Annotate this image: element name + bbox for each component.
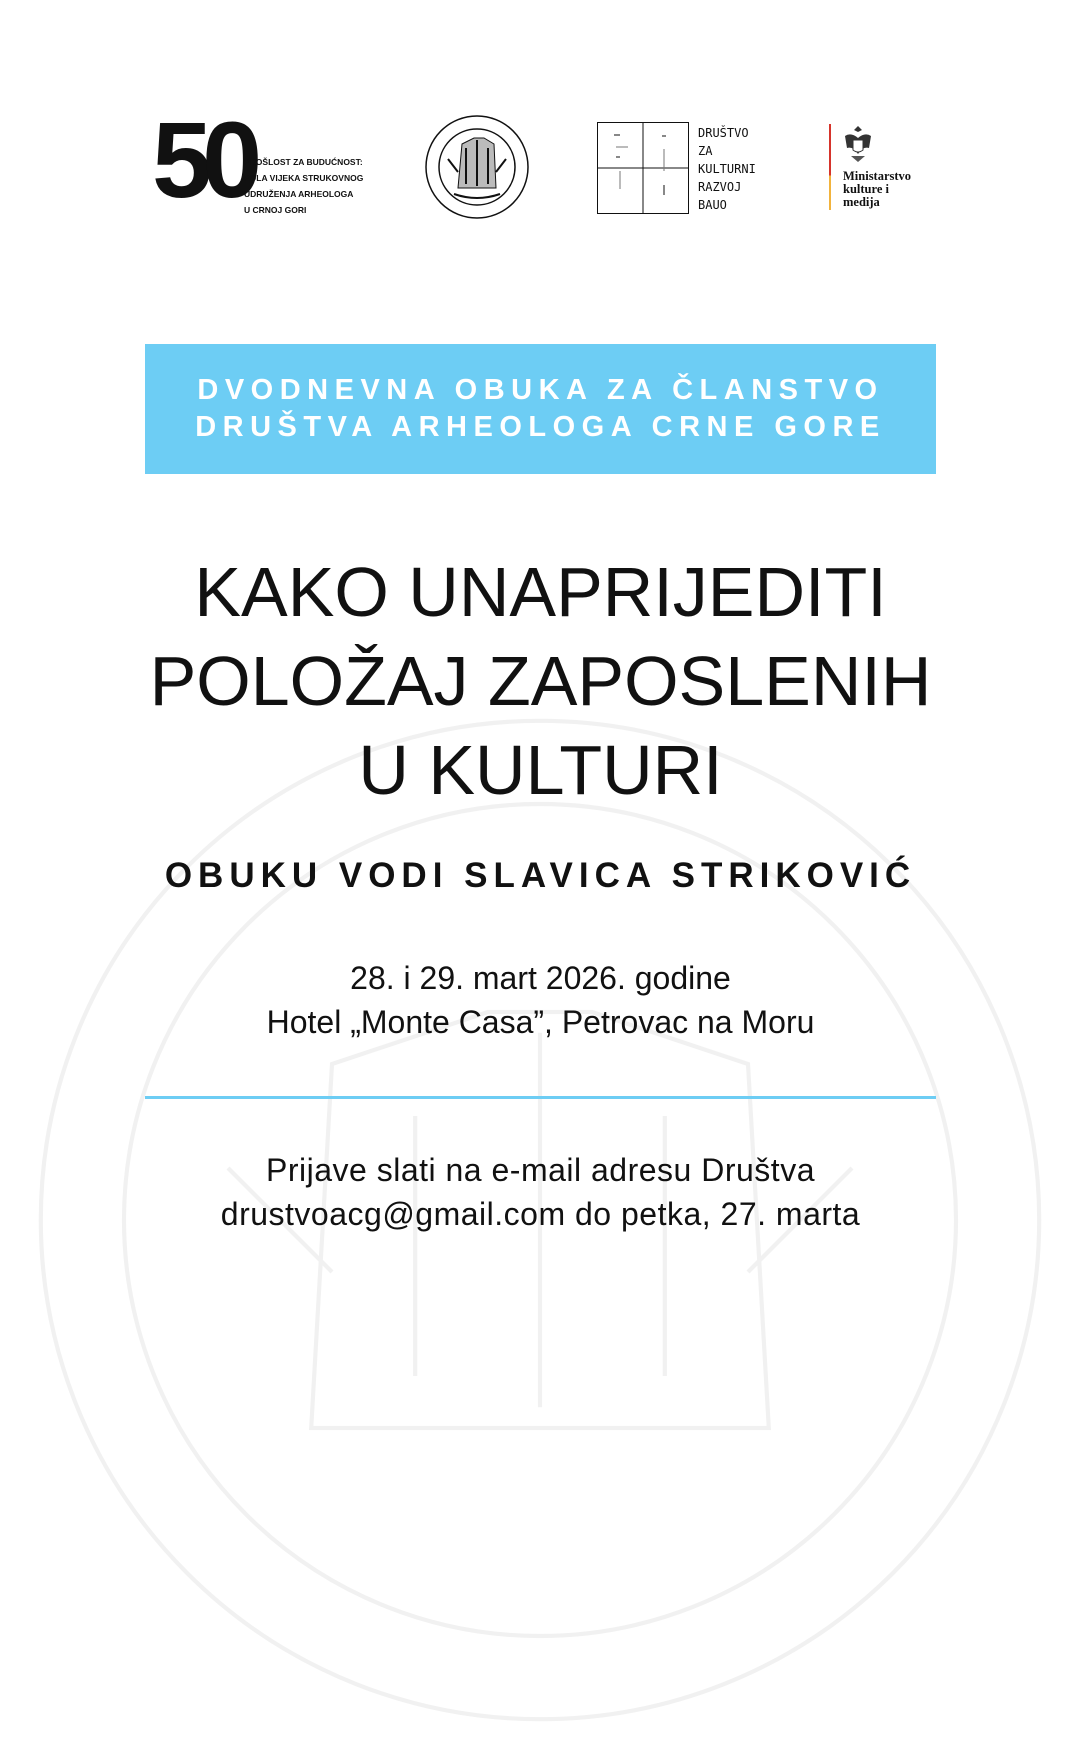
bauo-line: ZA [698, 144, 713, 158]
application-line: drustvoacg@gmail.com do petka, 27. marta [220, 1196, 861, 1232]
title-line: POLOŽAJ ZAPOSLENIH [149, 642, 932, 720]
ministry-logo [829, 124, 929, 212]
anniversary-logo [152, 99, 372, 220]
title-line: KAKO UNAPRIJEDITI [194, 553, 887, 631]
ministry-line: kulture i [843, 182, 889, 196]
bauo-text [698, 124, 756, 214]
event-date: 28. i 29. mart 2026. godine [350, 960, 731, 996]
banner-line: DRUŠTVA ARHEOLOGA CRNE GORE [195, 411, 886, 443]
application-info [0, 1148, 1081, 1236]
bauo-line: KULTURNI [698, 162, 756, 176]
anniversary-line: U CRNOJ GORI [244, 205, 307, 215]
anniversary-text [244, 154, 363, 218]
anniversary-line: POLA VIJEKA STRUKOVNOG [244, 173, 364, 183]
application-line: Prijave slati na e-mail adresu Društva [266, 1152, 815, 1188]
archaeological-society-seal-logo [424, 114, 530, 220]
title-line: U KULTURI [358, 731, 723, 809]
event-venue: Hotel „Monte Casa”, Petrovac na Moru [266, 1004, 815, 1040]
ministry-line: medija [843, 195, 880, 209]
ministry-text [843, 170, 911, 209]
ministry-flag-bar [829, 124, 831, 210]
main-title [0, 548, 1081, 815]
event-details [0, 956, 1081, 1044]
bauo-logo [597, 122, 777, 214]
training-banner [145, 344, 936, 474]
anniversary-line: UDRUŽENJA ARHEOLOGA [244, 189, 354, 199]
bauo-line: RAZVOJ [698, 180, 742, 194]
bauo-line: BAUO [698, 198, 727, 212]
anniversary-number: 50 [152, 99, 253, 220]
bauo-line: DRUŠTVO [698, 126, 749, 140]
banner-line: DVODNEVNA OBUKA ZA ČLANSTVO [197, 374, 884, 406]
bauo-grid-icon [597, 122, 689, 214]
ministry-line: Ministarstvo [843, 169, 912, 183]
anniversary-line: PROŠLOST ZA BUDUĆNOST: [244, 157, 363, 167]
divider [145, 1096, 936, 1099]
coat-of-arms-icon [841, 124, 875, 164]
lecturer-line: OBUKU VODI SLAVICA STRIKOVIĆ [164, 856, 917, 895]
